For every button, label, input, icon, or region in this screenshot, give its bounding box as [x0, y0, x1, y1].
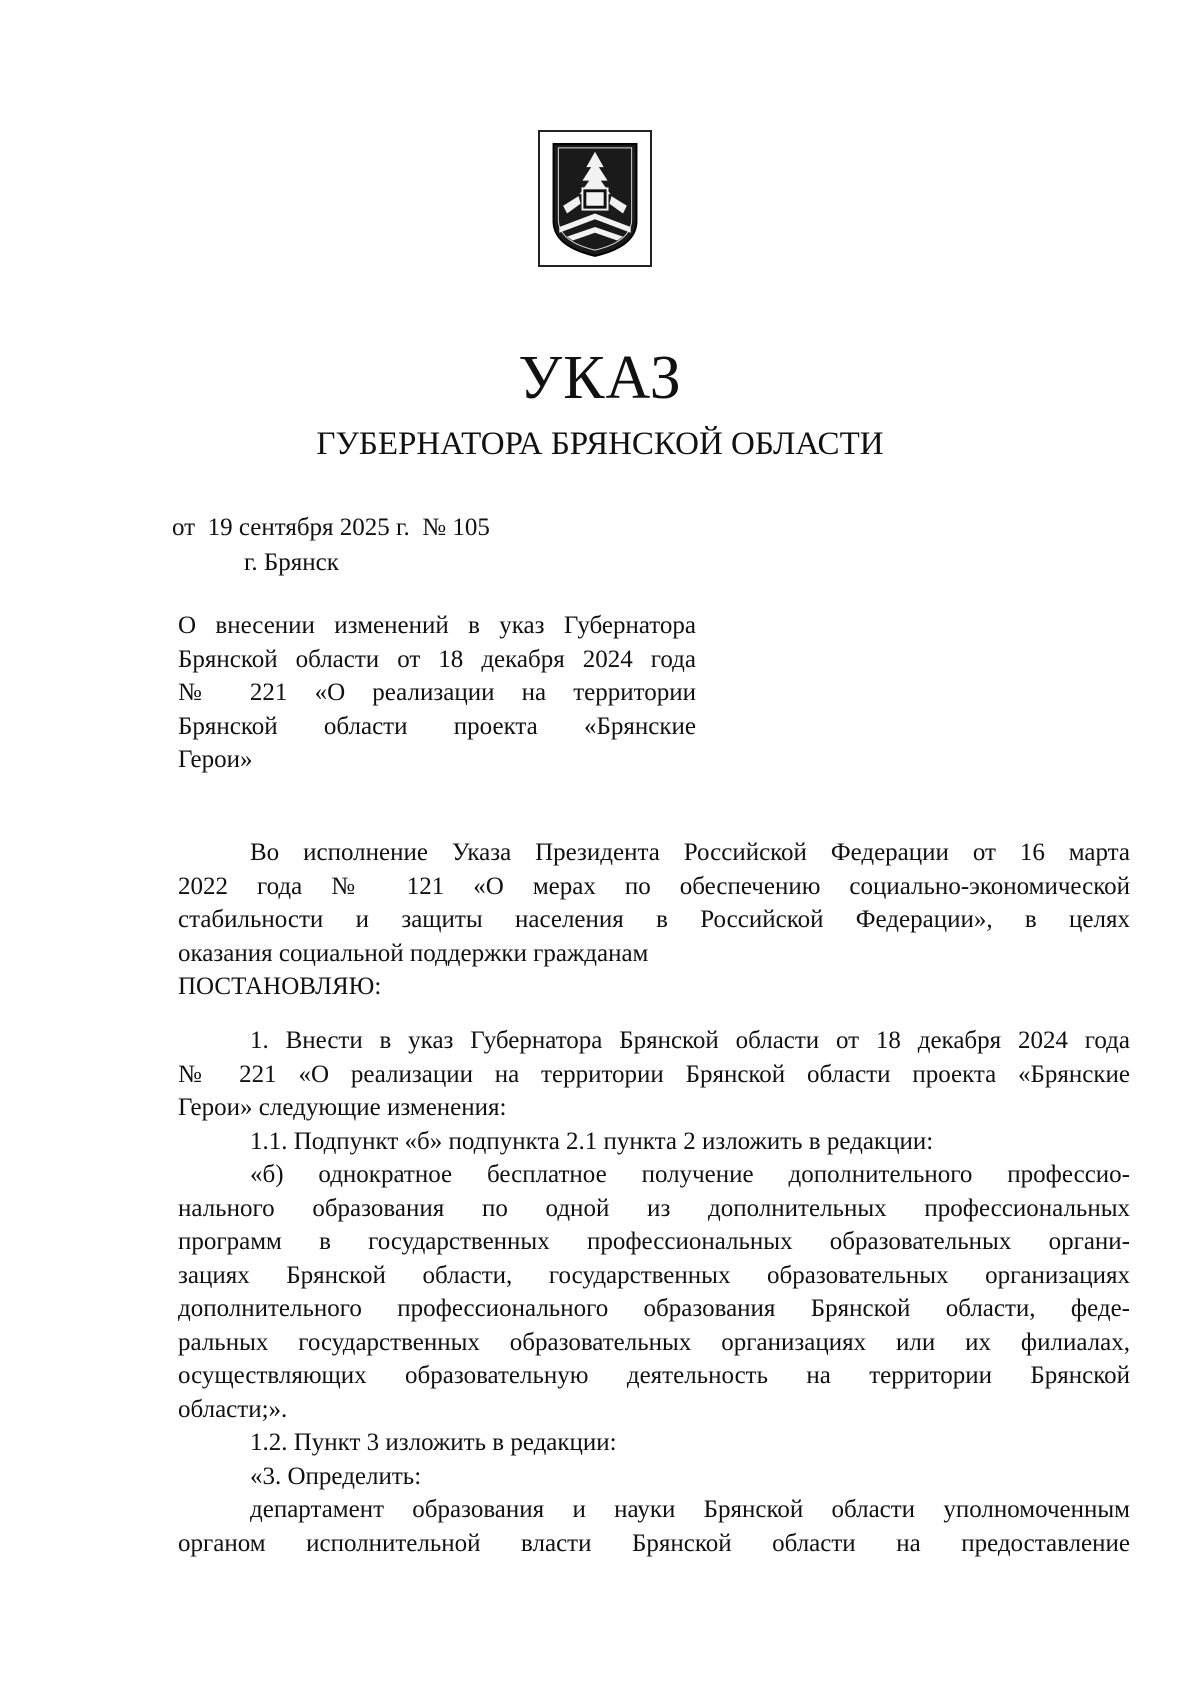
document-subtitle: ГУБЕРНАТОРА БРЯНСКОЙ ОБЛАСТИ	[316, 426, 884, 462]
text-line: «3. Определить:	[250, 1462, 422, 1490]
date-prefix: от	[172, 514, 196, 541]
subject-line: Брянской области проекта «Брянские	[178, 712, 696, 740]
text-line: программ в государственных профессиональных образовательных органи-	[178, 1228, 1130, 1255]
document-number: 105	[452, 514, 490, 541]
number-sign: №	[422, 514, 447, 541]
text-line: ральных государственных образовательных организациях или их филиалах,	[178, 1328, 1130, 1356]
text-line: осуществляющих образовательную деятельность на территории Брянской	[178, 1362, 1130, 1389]
text-line: департамент образования и науки Брянской области уполномоченным	[250, 1496, 1130, 1523]
text-line: дополнительного профессионального образования Брянской области, феде-	[178, 1295, 1130, 1322]
document-date: 19 сентября 2025 г.	[207, 514, 410, 541]
text-line: стабильности и защиты населения в Российской Федерации», в целях	[178, 906, 1130, 933]
text-line: 1.1. Подпункт «б» подпункта 2.1 пункта 2 изложить в редакции:	[250, 1127, 934, 1155]
text-line: «б) однократное бесплатное получение дополнительного профессио-	[250, 1161, 1130, 1188]
text-line: органом исполнительной власти Брянской области на предоставление	[178, 1529, 1130, 1557]
text-line: 2022 года № 121 «О мерах по обеспечению социально-экономической	[178, 872, 1130, 900]
document-date-number	[172, 512, 490, 544]
subject-line: Герои»	[178, 746, 253, 773]
subject-line: О внесении изменений в указ Губернатора	[178, 612, 696, 639]
text-line: Герои» следующие изменения:	[178, 1094, 507, 1121]
text-line: № 221 «О реализации на территории Брянской области проекта «Брянские	[178, 1060, 1130, 1088]
text-line: 1.2. Пункт 3 изложить в редакции:	[250, 1429, 617, 1456]
text-line: области;».	[178, 1395, 288, 1423]
items-section	[178, 1024, 1130, 1560]
preamble-paragraph	[178, 836, 1130, 1004]
text-line: 1. Внести в указ Губернатора Брянской области от 18 декабря 2024 года	[250, 1027, 1130, 1054]
document-city: г. Брянск	[244, 549, 339, 576]
text-line: нального образования по одной из дополнительных профессиональных	[178, 1194, 1130, 1222]
text-line: оказания социальной поддержки гражданам	[178, 939, 649, 967]
resolve-word: ПОСТАНОВЛЯЮ:	[178, 973, 382, 1000]
subject-line: Брянской области от 18 декабря 2024 года	[178, 645, 696, 673]
document-subject	[178, 609, 696, 777]
subject-line: № 221 «О реализации на территории	[178, 679, 696, 706]
document-title: УКАЗ	[518, 344, 682, 412]
text-line: зациях Брянской области, государственных образовательных организациях	[178, 1261, 1130, 1289]
brjansk-coat-of-arms-icon	[538, 130, 652, 267]
text-line: Во исполнение Указа Президента Российской Федерации от 16 марта	[250, 839, 1130, 866]
